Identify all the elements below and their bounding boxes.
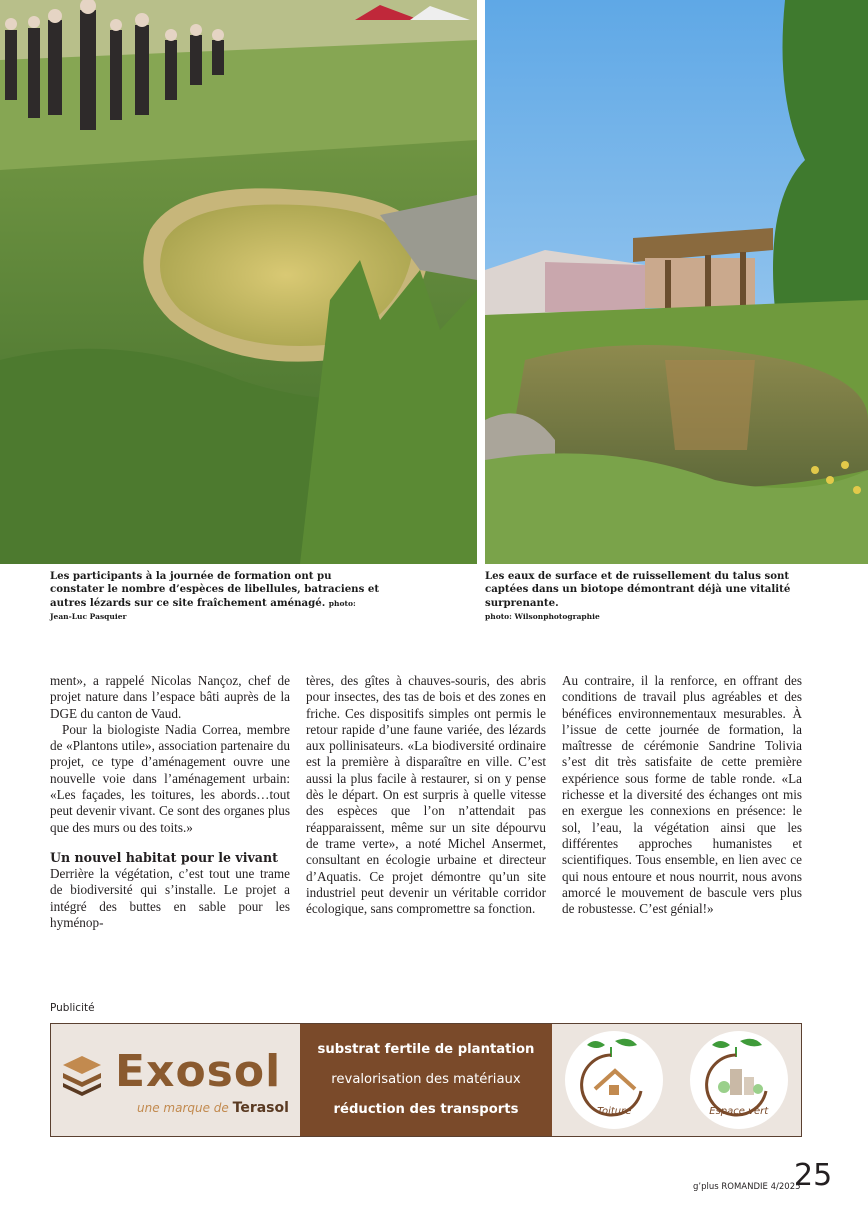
layers-logo-icon: [61, 1054, 103, 1096]
photo-biotope-building: [485, 0, 868, 564]
advertisement[interactable]: [50, 1023, 802, 1137]
badge-label: Espace vert: [709, 1106, 769, 1117]
article-column-3: [562, 673, 802, 917]
photo-credit: photo: Wilsonphotographie: [485, 612, 600, 622]
caption-text: Les participants à la journée de formation ont pu constater le nombre d’espèces de libellules, batraciens et autres lézards sur ce site fraîchement aménagé.: [50, 570, 380, 609]
paragraph: tères, des gîtes à chauves-souris, des abris pour insectes, des tas de bois et des zones en friche. Ces dispositifs simples ont permis le retour rapide d’une faune variée, des lézards aux pollinisateurs. «La biodiversité ordinaire est la première à disparaître en ville. C’est aussi la plus facile à restaurer, si on y pense dès le départ. On est surpris à quelle vitesse des espèces que l’on n’attendait pas réapparaissent, même sur un site dépourvu de trame verte», a noté Michel Ansermet, consultant en écologie urbaine et directeur d’Aquatis. Ce projet démontre qu’un site industriel peut devenir un véritable corridor écologique, sans compromettre sa fonction.: [306, 673, 546, 917]
ad-line-3: réduction des transports: [333, 1102, 519, 1117]
photo-caption-left: [50, 570, 380, 624]
paragraph: ment», a rappelé Nicolas Nançoz, chef de projet nature dans l’espace bâti auprès de la DGE du canton de Vaud.: [50, 673, 290, 721]
ad-line-1: substrat fertile de plantation: [317, 1042, 535, 1057]
brand-tagline: [137, 1100, 289, 1116]
ad-logo: [51, 1024, 300, 1136]
article-column-1: [50, 673, 290, 931]
article-column-2: [306, 673, 546, 917]
tagline-brand: Terasol: [232, 1100, 289, 1116]
ad-label: Publicité: [50, 1002, 95, 1014]
page-number: 25: [794, 1158, 833, 1193]
photo-caption-right: [485, 570, 805, 624]
paragraph: Au contraire, il la renforce, en offrant des conditions de travail plus agréables et des bénéfices environnementaux mesurables. À l’issue de cette journée de formation, la maîtresse de cérémonie Sandrine Tolivia s’est dit très satisfaite de cette première expérience sous forme de table ronde. «La richesse et la diversité des échanges ont mis en exergue les connexions en présence: le sol, l’eau, la végétation ainsi que les différentes approches humanistes et scientifiques. Tous ensemble, en lien avec ce qui nous entoure et nous nourrit, nous avons amorcé le mouvement de bascule vers plus de robustesse. C’est génial!»: [562, 673, 802, 917]
badge-label: Toiture: [597, 1106, 632, 1117]
tagline-prefix: une marque de: [137, 1101, 229, 1115]
ad-benefits: [300, 1024, 552, 1136]
brand-name: Exosol: [115, 1046, 282, 1097]
badge-roof: [565, 1031, 663, 1129]
photo-credit: photo: Jean-Luc Pasquier: [50, 598, 356, 622]
caption-text: Les eaux de surface et de ruissellement du talus sont captées dans un biotope démontrant déjà une vitalité surprenante.: [485, 570, 791, 609]
paragraph: Pour la biologiste Nadia Correa, membre de «Plantons utile», association partenaire du projet, ce type d’aménagement ouvre une nouvelle voie dans l’aménagement urbain: «Les façades, les toitures, les abords…tout peut devenir vivant. Ce sont des organes plus que des murs ou des toits.»: [50, 721, 290, 835]
ad-badges: [552, 1024, 801, 1136]
ad-line-2: revalorisation des matériaux: [331, 1072, 521, 1087]
paragraph: Derrière la végétation, c’est tout une trame de biodiversité qui s’installe. Le projet a intégré des buttes en sable pour les hyménop-: [50, 865, 290, 930]
photo-pond-participants: [0, 0, 477, 564]
badge-green-space: [690, 1031, 788, 1129]
publication-name: g’plus ROMANDIE 4/2025: [693, 1182, 801, 1192]
section-heading: Un nouvel habitat pour le vivant: [50, 849, 278, 865]
